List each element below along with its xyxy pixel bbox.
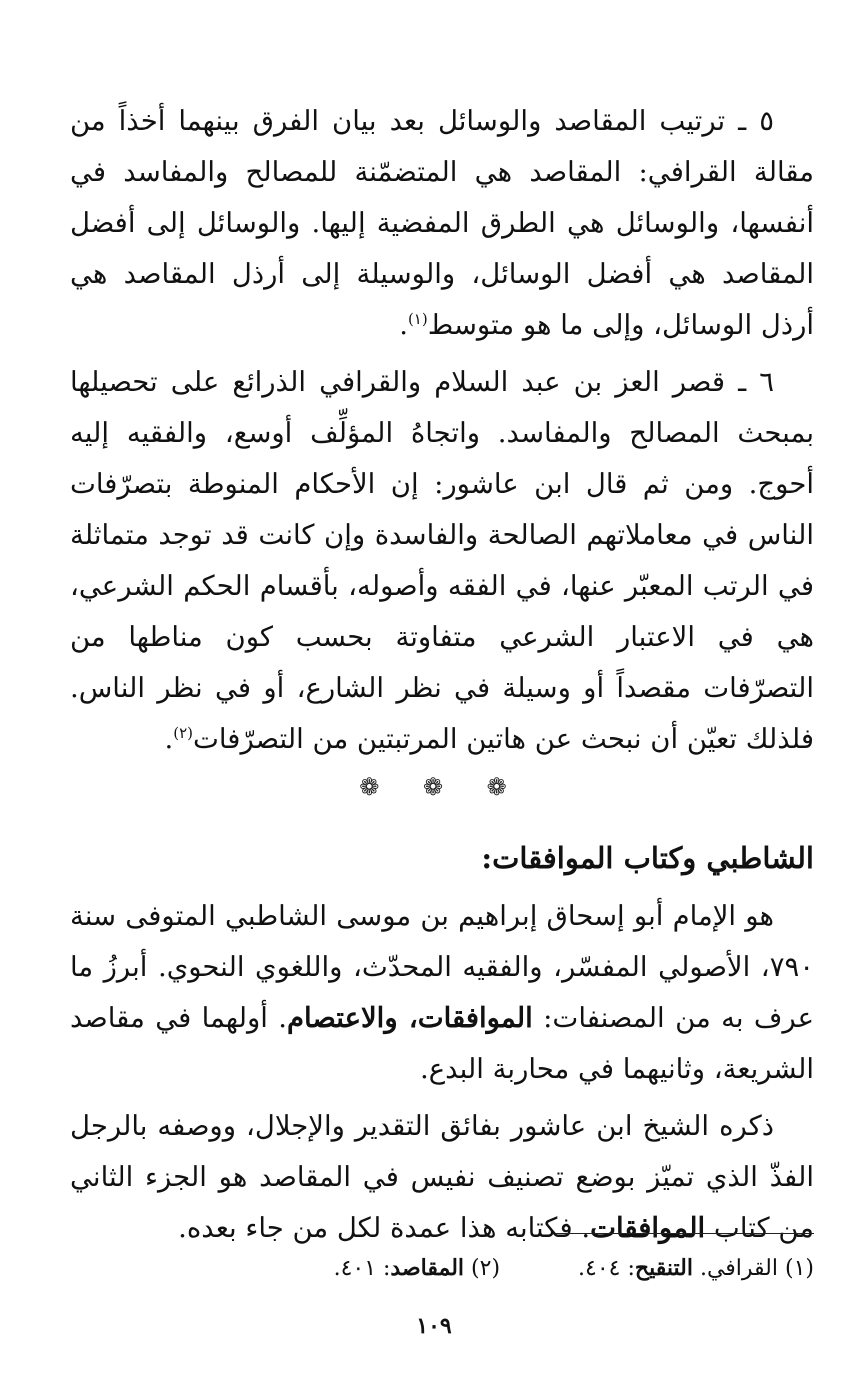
page-number: ١٠٩: [416, 1313, 452, 1339]
paragraph-5: [70, 96, 814, 351]
footnote-1: [578, 1250, 814, 1287]
mention-text-2: . فكتابه هذا عمدة لكل من جاء بعده.: [178, 1212, 591, 1244]
footnote-2-prefix: (٢): [464, 1256, 501, 1281]
paragraph-6-text: ٦ ـ قصر العز بن عبد السلام والقرافي الذرائع على تحصيلها بمبحث المصالح والمفاسد. واتجاهُ المؤلِّف أوسع، والفقيه إليه أحوج. ومن ثم قال ابن عاشور: إن الأحكام المنوطة بتصرّفات الناس في معاملاتهم الصالحة والفاسدة وإن كانت قد توجد متماثلة في الرتب المعبّر عنها، في الفقه وأصوله، بأقسام الحكم الشرعي، هي في الاعتبار الشرعي متفاوتة بحسب كون مناطها من التصرّفات مقصداً أو وسيلة في نظر الشارع، أو في نظر الناس. فلذلك تعيّن أن نبحث عن هاتين المرتبتين من التصرّفات: [70, 366, 814, 755]
page-body: [70, 96, 814, 1254]
ornament-separator: ❁ ❁ ❁: [359, 773, 525, 801]
footnote-2: [334, 1250, 500, 1287]
bio-bold-titles: الموافقات، والاعتصام: [287, 1002, 533, 1034]
footnote-1-prefix: (١) القرافي.: [692, 1256, 814, 1281]
footnote-rule: [556, 1233, 814, 1234]
footnotes: [70, 1250, 814, 1287]
bio-text-2: . أولهما في مقاصد الشريعة، وثانيهما في محاربة البدع.: [70, 1002, 814, 1085]
mention-text-1: ذكره الشيخ ابن عاشور بفائق التقدير والإجلال، ووصفه بالرجل الفذّ الذي تميّز بوضع تصنيف نفيس في المقاصد هو الجزء الثاني من كتاب: [70, 1110, 814, 1244]
paragraph-6-end: .: [164, 723, 174, 755]
paragraph-5-text: ٥ ـ ترتيب المقاصد والوسائل بعد بيان الفرق بينهما أخذاً من مقالة القرافي: المقاصد هي المتضمّنة للمصالح والمفاسد في أنفسها، والوسائل هي الطرق المفضية إليها. والوسائل إلى أفضل المقاصد هي أفضل الوسائل، والوسيلة إلى أرذل المقاصد هي أرذل الوسائل، وإلى ما هو متوسط: [70, 105, 814, 341]
footnote-ref-1[interactable]: (١): [407, 309, 428, 328]
mention-bold-title: الموافقات: [590, 1212, 706, 1244]
footnote-2-title: المقاصد: [390, 1255, 465, 1281]
paragraph-mention: [70, 1101, 814, 1254]
paragraph-6: [70, 357, 814, 765]
paragraph-bio: [70, 891, 814, 1095]
bio-text-1: هو الإمام أبو إسحاق إبراهيم بن موسى الشاطبي المتوفى سنة ٧٩٠، الأصولي المفسّر، والفقيه المحدّث، واللغوي النحوي. أبرزُ ما عرف به من المصنفات:: [70, 900, 814, 1034]
section-heading: الشاطبي وكتاب الموافقات:: [481, 841, 814, 875]
footnote-2-page: : ٤٠١.: [333, 1256, 391, 1281]
footnote-1-page: : ٤٠٤.: [578, 1256, 635, 1281]
footnote-ref-2[interactable]: (٢): [173, 723, 194, 742]
paragraph-5-end: .: [399, 309, 408, 341]
footnote-1-title: التنقيح: [634, 1255, 693, 1281]
